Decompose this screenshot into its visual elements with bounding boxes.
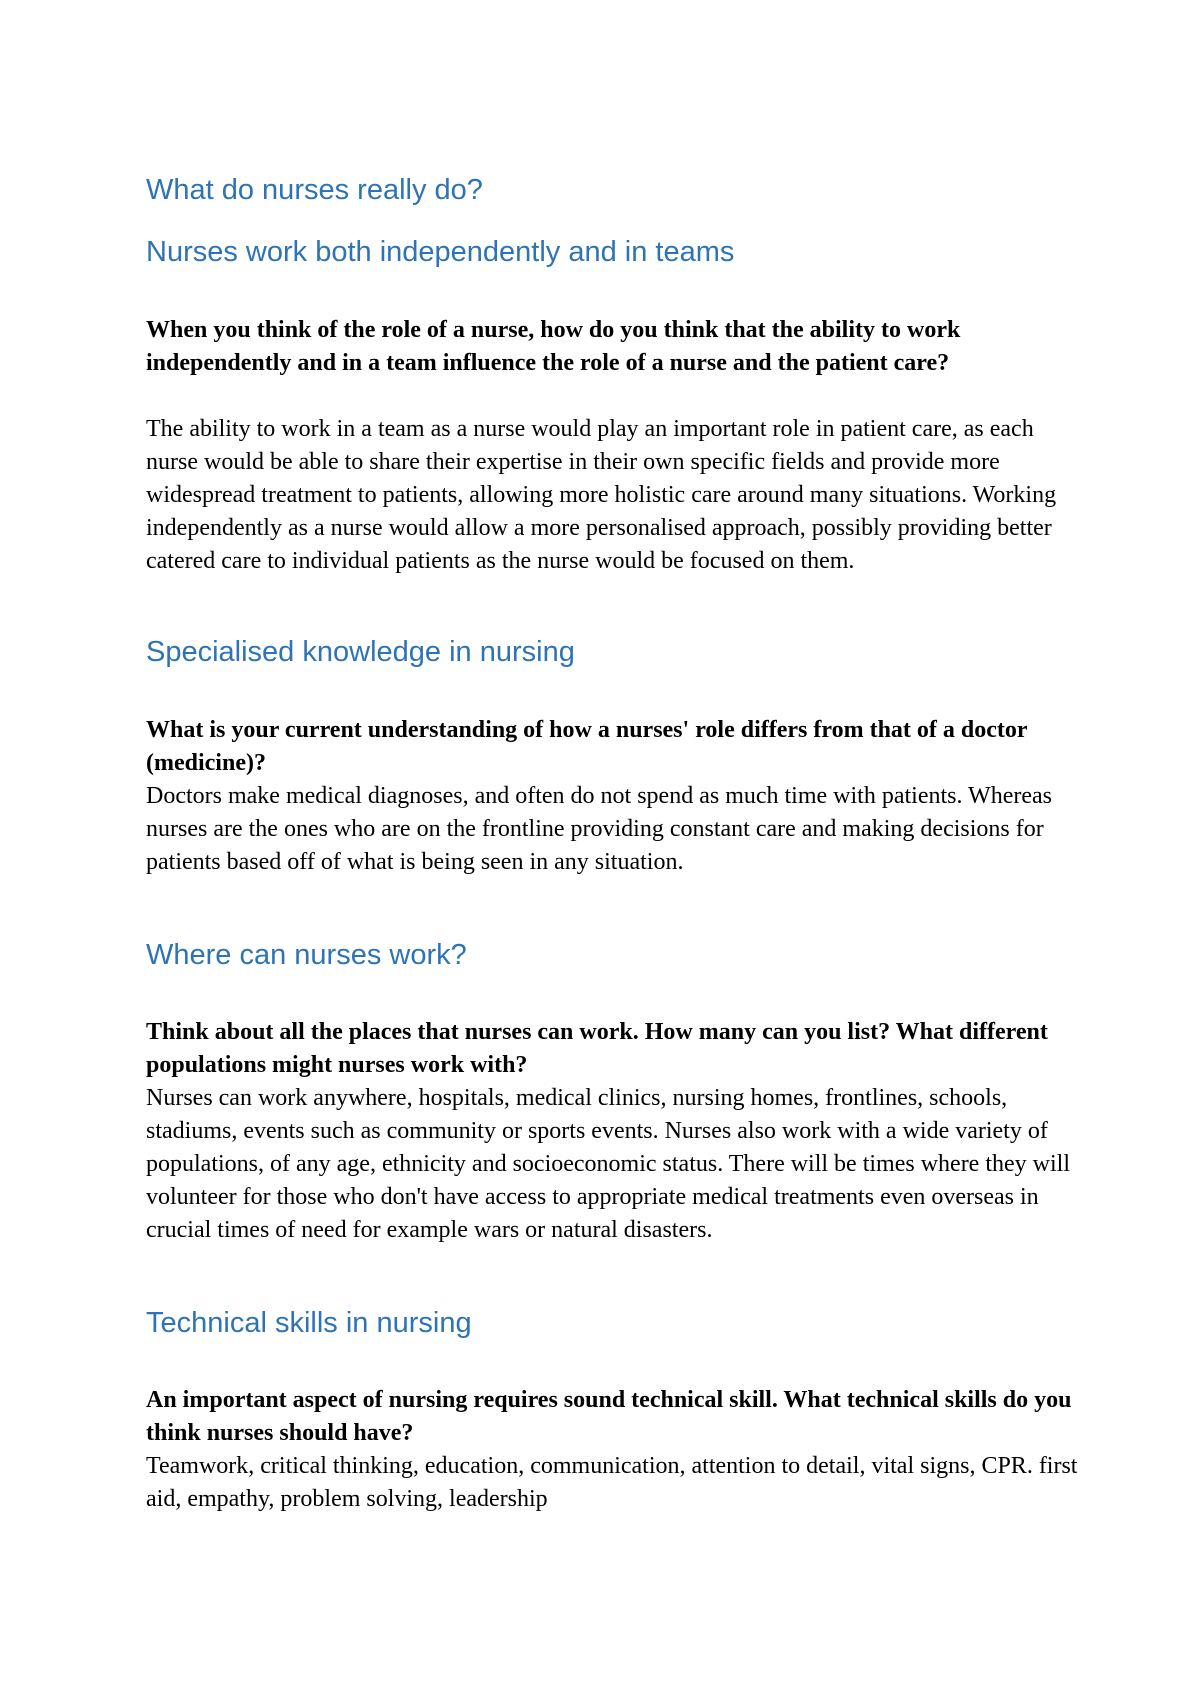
section-answer-skills: Teamwork, critical thinking, education, communication, attention to detail, vital signs, CPR. first aid, empathy, problem solving, leadership xyxy=(146,1453,1078,1512)
section-answer-workplaces: Nurses can work anywhere, hospitals, medical clinics, nursing homes, frontlines, schools, stadiums, events such as community or sports events. Nurses also work with a wide variety of populations, of any age, ethnicity and socioeconomic status. There will be times where they will volunteer for those who don't have access to appropriate medical treatments even overseas in crucial times of need for example wars or natural disasters. xyxy=(146,1085,1070,1243)
section-heading-knowledge: Specialised knowledge in nursing xyxy=(146,636,575,668)
section-question-workplaces: Think about all the places that nurses can work. How many can you list? What different populations might nurses work with? xyxy=(146,1019,1048,1078)
section-answer-knowledge: Doctors make medical diagnoses, and often do not spend as much time with patients. Whereas nurses are the ones who are on the frontline providing constant care and making decisions for patients based off of what is being seen in any situation. xyxy=(146,783,1052,875)
section-question-skills: An important aspect of nursing requires sound technical skill. What technical skills do you think nurses should have? xyxy=(146,1387,1072,1446)
section-heading-teams: Nurses work both independently and in teams xyxy=(146,236,735,268)
section-answer-teams: The ability to work in a team as a nurse would play an important role in patient care, as each nurse would be able to share their expertise in their own specific fields and provide more widespread treatment to patients, allowing more holistic care around many situations. Working independently as a nurse would allow a more personalised approach, possibly providing better catered care to individual patients as the nurse would be focused on them. xyxy=(146,416,1057,574)
section-question-teams: When you think of the role of a nurse, how do you think that the ability to work independently and in a team influence the role of a nurse and the patient care? xyxy=(146,317,961,376)
section-question-knowledge: What is your current understanding of how a nurses' role differs from that of a doctor (medicine)? xyxy=(146,717,1028,776)
section-heading-workplaces: Where can nurses work? xyxy=(146,939,467,971)
document-title: What do nurses really do? xyxy=(146,174,483,206)
section-heading-skills: Technical skills in nursing xyxy=(146,1307,472,1339)
